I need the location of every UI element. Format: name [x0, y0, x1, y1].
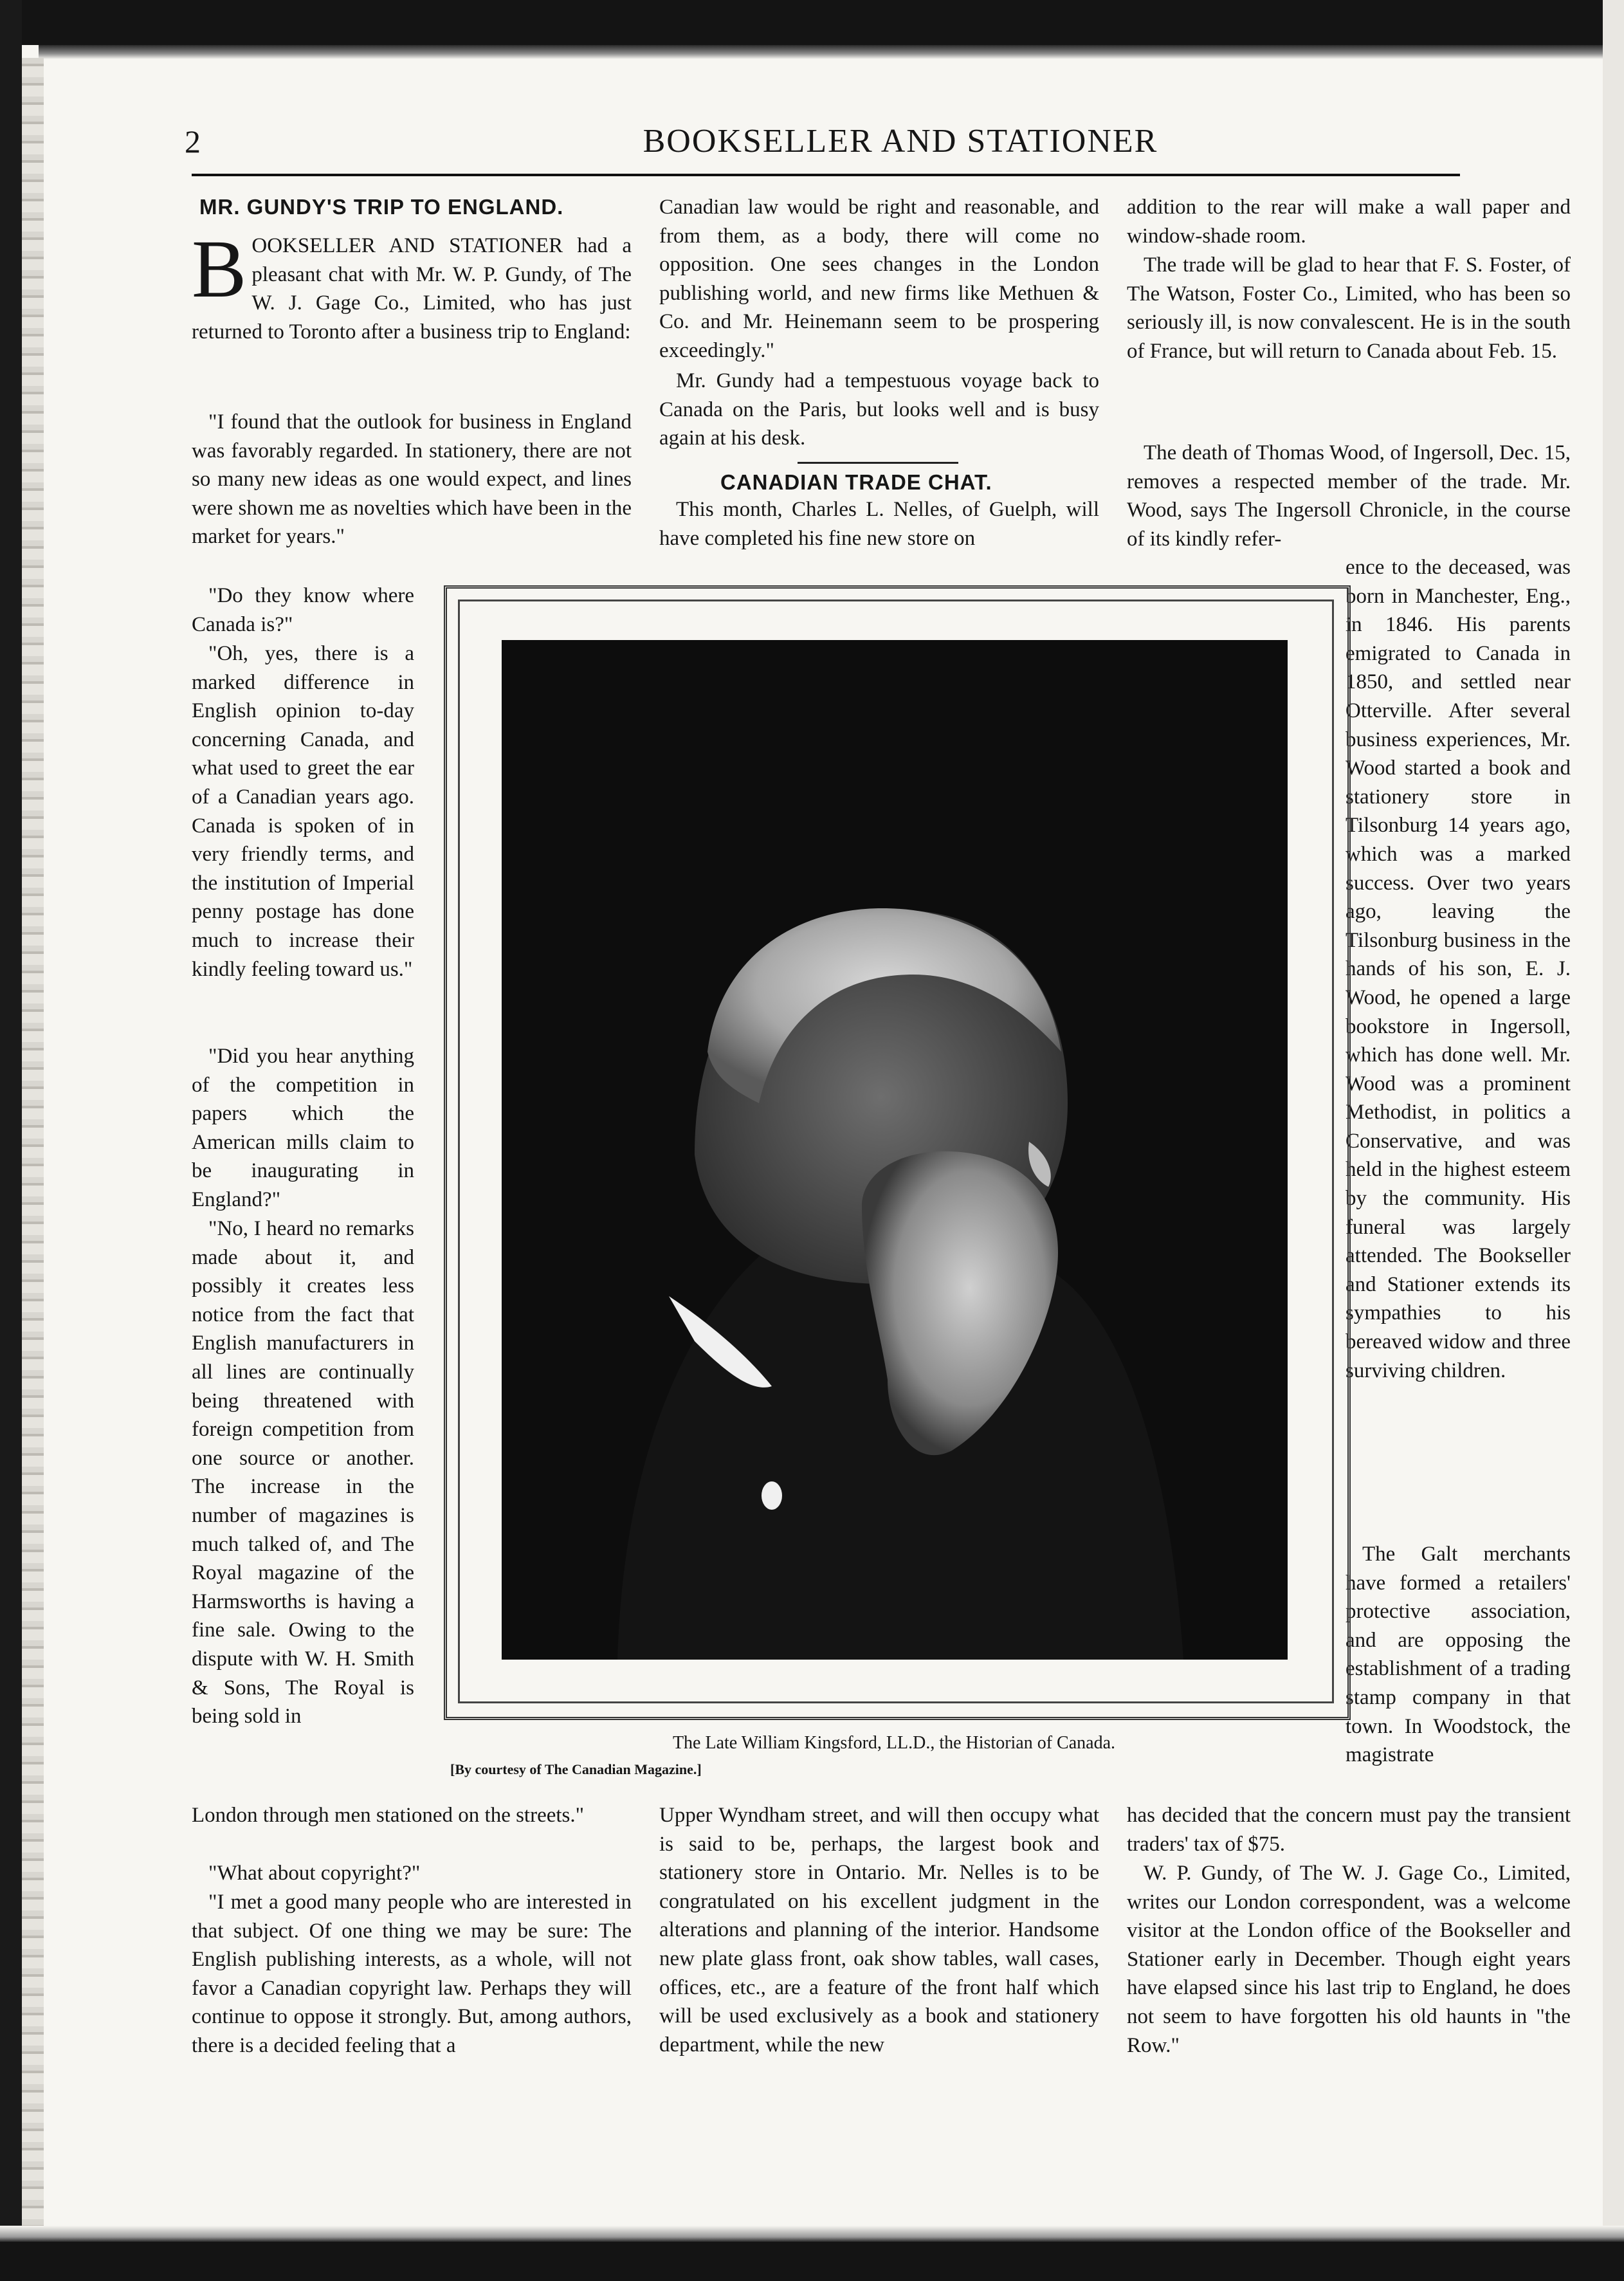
scan-edge-bottom-shadow [0, 2226, 1624, 2242]
portrait-photo [502, 640, 1288, 1660]
scan-edge-bottom [0, 2242, 1624, 2281]
article-paragraph: This month, Charles L. Nelles, of Guelph, will have completed his fine new store on [659, 498, 1099, 550]
scan-edge-left [0, 0, 22, 2281]
article-paragraph: Canadian law would be right and reasonable, and from them, as a body, there will come no opposition. One sees changes in the London publishing world, and new firms like Methuen & Co. and Mr. Heinemann seem to be prospering exceedingly." [659, 196, 1099, 362]
paragraph-text: OOKSELLER AND STATIONER had a pleasant chat with Mr. W. P. Gundy, of The W. J. Gage Co., Limited, who has just returned to Toronto after a business trip to England: [192, 234, 632, 344]
scan-edge-top-shadow [39, 45, 1624, 59]
article-paragraph: W. P. Gundy, of The W. J. Gage Co., Limited, writes our London correspondent, was a welcome visitor at the London office of the Bookseller and Stationer early in December. Though eight years have elapsed since his last trip to England, he does not seem to have forgotten his old haunts in "the Row." [1127, 1862, 1571, 2057]
article-paragraph: "No, I heard no remarks made about it, and possibly it creates less notice from the fact that English manufacturers in all lines are continually being threatened with foreign competition from one source or another. The increase in the number of magazines is much talked of, and The Royal magazine of the Harmsworths is having a fine sale. Owing to the dispute with W. H. Smith & Sons, The Royal is being sold in [192, 1217, 414, 1728]
portrait-caption: The Late William Kingsford, LL.D., the Historian of Canada. [672, 1733, 1116, 1753]
article-paragraph: Mr. Gundy had a tempestuous voyage back to Canada on the Paris, but looks well and is busy again at his desk. [659, 369, 1099, 450]
scan-edge-right [1603, 0, 1624, 2281]
article-paragraph: ence to the deceased, was born in Manchester, Eng., in 1846. His parents emigrated to Canada in 1850, and settled near Otterville. After several business experiences, Mr. Wood started a book and stationery store in Tilsonburg 14 years ago, which was a marked success. Over two years ago, leaving the Tilsonburg business in the hands of his son, E. J. Wood, he opened a large bookstore in Ingersoll, which has done well. Mr. Wood was a prominent Methodist, in politics a Conservative, and was held in the highest esteem by the community. His funeral was largely attended. The Bookseller and Stationer extends its sympathies to his bereaved widow and three surviving children. [1346, 556, 1571, 1382]
article-paragraph: The trade will be glad to hear that F. S. Foster, of The Watson, Foster Co., Limited, who has been so seriously ill, is now convalescent. He is in the south of France, but will return to Canada about Feb. 15. [1127, 253, 1571, 363]
button-highlight [762, 1481, 782, 1510]
article-paragraph: "I found that the outlook for business in England was favorably regarded. In stationery, there are not so many new ideas as one would expect, and lines were shown me as novelties which have been in the market for years." [192, 410, 632, 549]
header-rule [192, 174, 1460, 176]
article-headline-gundy: MR. GUNDY'S TRIP TO ENGLAND. [199, 195, 564, 219]
article-paragraph: "Did you hear anything of the competition in papers which the American mills claim to be inaugurating in England?" [192, 1045, 414, 1211]
article-paragraph: has decided that the concern must pay the transient traders' tax of $75. [1127, 1804, 1571, 1856]
article-paragraph: addition to the rear will make a wall paper and window-shade room. [1127, 196, 1571, 248]
article-paragraph: London through men stationed on the streets." [192, 1804, 585, 1827]
article-paragraph: "What about copyright?" [208, 1862, 421, 1885]
publication-title: BOOKSELLER AND STATIONER [643, 123, 1158, 160]
article-paragraph: "Oh, yes, there is a marked difference in English opinion to-day concerning Canada, and what used to greet the ear of a Canadian years ago. Canada is spoken of in very friendly terms, and the institution of Imperial penny postage has done much to increase their kindly feeling toward us." [192, 642, 414, 981]
portrait-credit: [By courtesy of The Canadian Magazine.] [450, 1761, 702, 1777]
article-paragraph: The death of Thomas Wood, of Ingersoll, Dec. 15, removes a respected member of the trade. Mr. Wood, says The Ingersoll Chronicle, in the course of its kindly refer- [1127, 441, 1571, 551]
article-paragraph: The Galt merchants have formed a retailers' protective association, and are opposing the establishment of a trading stamp company in that town. In Woodstock, the magistrate [1346, 1543, 1571, 1767]
article-headline-trade-chat: CANADIAN TRADE CHAT. [720, 470, 992, 494]
drop-cap: B [192, 223, 247, 315]
article-paragraph [192, 223, 632, 346]
article-paragraph: Upper Wyndham street, and will then occupy what is said to be, perhaps, the largest book and stationery store in Ontario. Mr. Nelles is to be congratulated on his excellent judgment in the alterations and planning of the interior. Handsome new plate glass front, oak show tables, wall cases, offices, etc., are a feature of the front half which will be used exclusively as a book and stationery department, while the new [659, 1804, 1099, 2057]
page-number: 2 [185, 124, 201, 160]
scan-edge-top [0, 0, 1624, 45]
article-paragraph: "I met a good many people who are interested in that subject. Of one thing we may be sure: The English publishing interests, as a whole, will not favor a Canadian copyright law. Perhaps they will continue to oppose it strongly. But, among authors, there is a decided feeling that a [192, 1891, 632, 2057]
scan-binding-margin [22, 58, 44, 2258]
section-divider [798, 462, 958, 464]
article-paragraph: "Do they know where Canada is?" [192, 584, 414, 636]
